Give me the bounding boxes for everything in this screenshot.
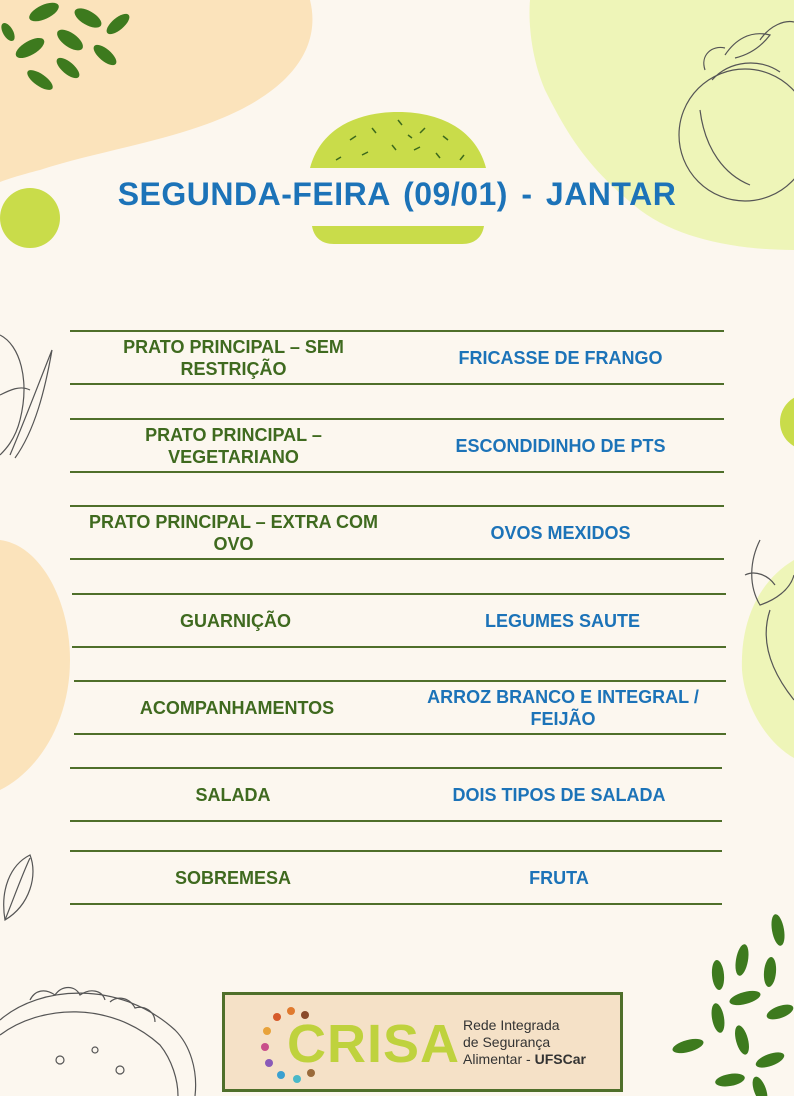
- menu-row: [74, 680, 726, 735]
- menu-row: [70, 850, 722, 905]
- burger-bun-bottom: [312, 226, 484, 244]
- menu-row: [70, 330, 724, 385]
- menu-row: [70, 418, 724, 473]
- menu-label: SOBREMESA: [174, 867, 291, 888]
- logo-tagline: [463, 1017, 586, 1068]
- logo-tagline-ufscar: UFSCar: [534, 1051, 586, 1067]
- peach-blob-left: [0, 540, 70, 790]
- menu-value: FRUTA: [529, 867, 589, 888]
- menu-label: ACOMPANHAMENTOS: [139, 697, 335, 718]
- logo-tagline-line2: de Segurança: [463, 1034, 551, 1050]
- menu-label: PRATO PRINCIPAL – SEM RESTRIÇÃO: [123, 336, 344, 379]
- menu-row: [72, 593, 726, 648]
- leaf-illustration-small: [4, 855, 33, 920]
- menu-label: PRATO PRINCIPAL – EXTRA COM OVO: [88, 511, 379, 554]
- page-title: SEGUNDA-FEIRA (09/01) - JANTAR: [117, 176, 677, 212]
- logo-tagline-line3: [463, 1051, 586, 1068]
- taco-illustration: [0, 988, 196, 1096]
- logo-tagline-prefix: Alimentar -: [463, 1051, 535, 1067]
- menu-row: [70, 767, 722, 822]
- menu-label: PRATO PRINCIPAL – VEGETARIANO: [145, 424, 322, 467]
- lime-circle-right: [780, 394, 794, 450]
- menu-value: OVOS MEXIDOS: [490, 522, 631, 543]
- logo-wordmark: CRISA: [287, 1014, 461, 1074]
- leaves-bottom-right: [671, 913, 794, 1096]
- peach-blob-top-left: [0, 0, 312, 182]
- menu-value: DOIS TIPOS DE SALADA: [452, 784, 666, 805]
- crisa-logo: [222, 992, 623, 1092]
- menu-label: GUARNIÇÃO: [180, 610, 291, 631]
- lettuce-illustration-left: [0, 335, 52, 458]
- menu-value: FRICASSE DE FRANGO: [458, 347, 663, 368]
- logo-tagline-line1: Rede Integrada: [463, 1017, 560, 1033]
- menu-label: SALADA: [195, 784, 271, 805]
- menu-value: ESCONDIDINHO DE PTS: [455, 435, 666, 456]
- menu-value: ARROZ BRANCO E INTEGRAL / FEIJÃO: [427, 686, 699, 729]
- menu-value: LEGUMES SAUTE: [484, 610, 640, 631]
- menu-row: [70, 505, 724, 560]
